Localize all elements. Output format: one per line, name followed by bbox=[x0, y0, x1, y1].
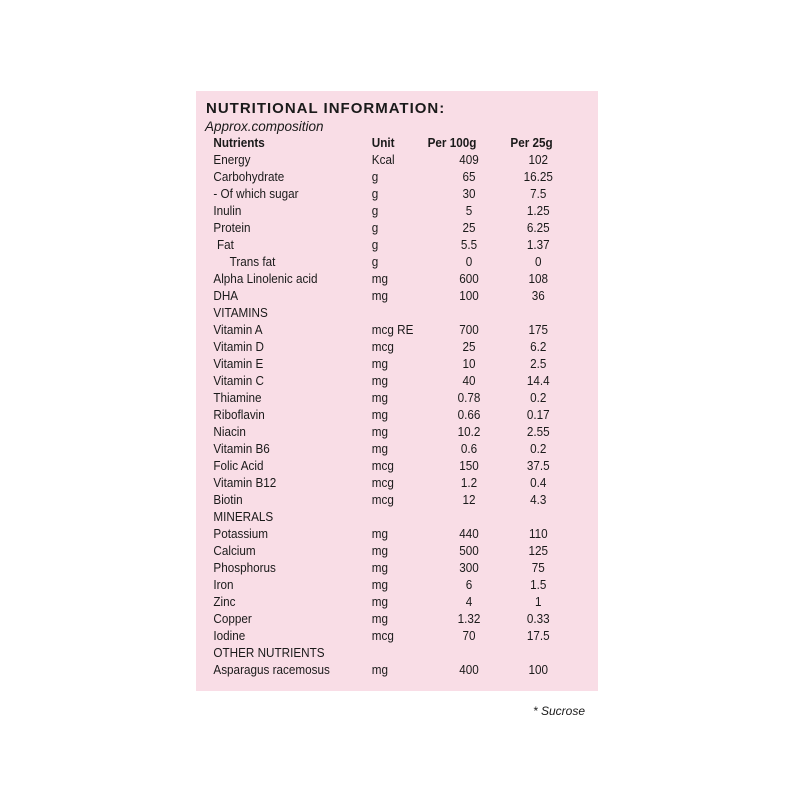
nutrient-unit: g bbox=[371, 203, 379, 218]
nutrient-name: Fat bbox=[217, 237, 234, 252]
value-per-100g: 700 bbox=[459, 322, 479, 337]
value-per-100g: 10.2 bbox=[457, 424, 481, 439]
value-per-25g: 4.3 bbox=[530, 492, 547, 507]
value-per-100g: 0.66 bbox=[457, 407, 481, 422]
value-per-100g: 30 bbox=[462, 186, 476, 201]
value-per-25g: 1.25 bbox=[526, 203, 550, 218]
nutrient-name: Vitamin B12 bbox=[213, 475, 277, 490]
table-row bbox=[208, 440, 566, 457]
nutrient-unit: mcg bbox=[371, 339, 394, 354]
nutrient-unit: g bbox=[371, 254, 379, 269]
value-per-100g: 600 bbox=[459, 271, 479, 286]
nutrient-name: Alpha Linolenic acid bbox=[213, 271, 318, 286]
value-per-25g: 0.33 bbox=[526, 611, 550, 626]
table-row bbox=[208, 610, 566, 627]
value-per-100g: 0.78 bbox=[457, 390, 481, 405]
nutrient-name: Niacin bbox=[213, 424, 246, 439]
nutrient-name: Vitamin D bbox=[213, 339, 264, 354]
nutrient-unit: g bbox=[371, 186, 379, 201]
table-row bbox=[208, 185, 566, 202]
value-per-100g: 409 bbox=[459, 152, 479, 167]
table-row bbox=[208, 168, 566, 185]
nutrient-unit: mcg bbox=[371, 475, 394, 490]
nutrient-name: Phosphorus bbox=[213, 560, 276, 575]
value-per-25g: 75 bbox=[531, 560, 545, 575]
table-row bbox=[208, 457, 566, 474]
table-row bbox=[208, 542, 566, 559]
value-per-100g: 70 bbox=[462, 628, 476, 643]
nutrient-name: - Of which sugar bbox=[213, 186, 299, 201]
nutrient-unit: mg bbox=[371, 424, 389, 439]
nutrient-name: Riboflavin bbox=[213, 407, 265, 422]
nutrient-name: Biotin bbox=[213, 492, 243, 507]
nutrient-unit: mcg bbox=[371, 628, 394, 643]
value-per-25g: 2.5 bbox=[530, 356, 547, 371]
nutrient-unit: g bbox=[371, 237, 379, 252]
value-per-100g: 440 bbox=[459, 526, 479, 541]
value-per-100g: 5 bbox=[465, 203, 473, 218]
nutrient-unit: Kcal bbox=[371, 152, 395, 167]
table-row bbox=[208, 287, 566, 304]
value-per-100g: 400 bbox=[459, 662, 479, 677]
value-per-25g: 125 bbox=[528, 543, 549, 558]
table-row bbox=[208, 338, 566, 355]
header-nutrients: Nutrients bbox=[213, 135, 265, 150]
nutrient-unit: mg bbox=[371, 288, 389, 303]
header-row bbox=[208, 134, 566, 151]
table-row bbox=[208, 236, 566, 253]
nutrient-unit: mcg RE bbox=[371, 322, 414, 337]
nutrient-name: Carbohydrate bbox=[213, 169, 285, 184]
value-per-25g: 175 bbox=[528, 322, 549, 337]
value-per-25g: 7.5 bbox=[530, 186, 547, 201]
table-row bbox=[208, 253, 566, 270]
table-row bbox=[208, 151, 566, 168]
value-per-25g: 14.4 bbox=[526, 373, 550, 388]
value-per-25g: 6.25 bbox=[526, 220, 550, 235]
value-per-25g: 0.4 bbox=[530, 475, 547, 490]
table-row bbox=[208, 491, 566, 508]
nutrient-name: Protein bbox=[213, 220, 251, 235]
table-row bbox=[208, 627, 566, 644]
nutrient-name: Folic Acid bbox=[213, 458, 264, 473]
value-per-100g: 100 bbox=[459, 288, 479, 303]
value-per-25g: 1.5 bbox=[530, 577, 547, 592]
nutrient-name: Potassium bbox=[213, 526, 269, 541]
nutrient-name: Vitamin E bbox=[213, 356, 264, 371]
value-per-25g: 16.25 bbox=[523, 169, 553, 184]
value-per-25g: 0.2 bbox=[530, 390, 547, 405]
value-per-25g: 0.2 bbox=[530, 441, 547, 456]
nutrition-table bbox=[208, 134, 566, 678]
value-per-100g: 10 bbox=[462, 356, 476, 371]
nutrient-unit: mg bbox=[371, 373, 389, 388]
nutrient-name: Trans fat bbox=[229, 254, 276, 269]
value-per-100g: 40 bbox=[462, 373, 476, 388]
nutrient-unit: mg bbox=[371, 577, 389, 592]
value-per-25g: 108 bbox=[528, 271, 549, 286]
value-per-25g: 1.37 bbox=[526, 237, 550, 252]
nutrient-unit: mg bbox=[371, 543, 389, 558]
value-per-25g: 6.2 bbox=[530, 339, 547, 354]
table-row bbox=[208, 219, 566, 236]
header-unit: Unit bbox=[371, 135, 395, 150]
section-header-row bbox=[208, 644, 566, 661]
value-per-25g: 17.5 bbox=[526, 628, 550, 643]
section-title: OTHER NUTRIENTS bbox=[213, 645, 325, 660]
nutrient-name: Vitamin C bbox=[213, 373, 264, 388]
table-row bbox=[208, 406, 566, 423]
nutrient-name: Inulin bbox=[213, 203, 242, 218]
value-per-25g: 1 bbox=[535, 594, 542, 609]
nutrient-name: Calcium bbox=[213, 543, 256, 558]
value-per-25g: 37.5 bbox=[526, 458, 550, 473]
value-per-100g: 0.6 bbox=[460, 441, 478, 456]
nutrient-name: Zinc bbox=[213, 594, 236, 609]
nutrient-unit: mg bbox=[371, 662, 389, 677]
nutrient-unit: mcg bbox=[371, 492, 394, 507]
table-row bbox=[208, 202, 566, 219]
value-per-25g: 2.55 bbox=[526, 424, 550, 439]
value-per-100g: 500 bbox=[459, 543, 479, 558]
nutrient-unit: mg bbox=[371, 271, 389, 286]
table-row bbox=[208, 389, 566, 406]
value-per-100g: 6 bbox=[465, 577, 473, 592]
table-row bbox=[208, 559, 566, 576]
value-per-100g: 5.5 bbox=[460, 237, 478, 252]
nutrient-name: Vitamin A bbox=[213, 322, 263, 337]
table-row bbox=[208, 355, 566, 372]
footnote: * Sucrose bbox=[533, 704, 586, 718]
value-per-100g: 300 bbox=[459, 560, 479, 575]
nutrient-name: Vitamin B6 bbox=[213, 441, 270, 456]
page-title: NUTRITIONAL INFORMATION: bbox=[206, 100, 446, 117]
nutrient-unit: mg bbox=[371, 594, 389, 609]
value-per-100g: 1.32 bbox=[457, 611, 481, 626]
nutrient-name: Energy bbox=[213, 152, 251, 167]
value-per-100g: 1.2 bbox=[460, 475, 478, 490]
value-per-25g: 110 bbox=[528, 526, 548, 541]
table-row bbox=[208, 525, 566, 542]
nutrient-unit: mg bbox=[371, 441, 389, 456]
table-row bbox=[208, 270, 566, 287]
value-per-100g: 150 bbox=[459, 458, 479, 473]
nutrient-unit: mg bbox=[371, 356, 389, 371]
nutrient-unit: mg bbox=[371, 407, 389, 422]
value-per-25g: 0 bbox=[535, 254, 542, 269]
value-per-100g: 4 bbox=[465, 594, 473, 609]
table-row bbox=[208, 321, 566, 338]
table-row bbox=[208, 372, 566, 389]
nutrient-unit: g bbox=[371, 220, 379, 235]
table-row bbox=[208, 593, 566, 610]
value-per-25g: 0.17 bbox=[526, 407, 550, 422]
nutrient-name: DHA bbox=[213, 288, 239, 303]
value-per-100g: 25 bbox=[462, 339, 476, 354]
value-per-25g: 100 bbox=[528, 662, 549, 677]
table-body bbox=[208, 151, 566, 678]
value-per-100g: 25 bbox=[462, 220, 476, 235]
section-header-row bbox=[208, 304, 566, 321]
nutrient-name: Copper bbox=[213, 611, 252, 626]
header-per-100g: Per 100g bbox=[427, 135, 477, 150]
table-row bbox=[208, 661, 566, 678]
value-per-100g: 0 bbox=[465, 254, 473, 269]
value-per-25g: 36 bbox=[531, 288, 545, 303]
nutrient-unit: g bbox=[371, 169, 379, 184]
nutrient-name: Iron bbox=[213, 577, 234, 592]
nutrient-name: Thiamine bbox=[213, 390, 262, 405]
nutrient-unit: mg bbox=[371, 611, 389, 626]
table-row bbox=[208, 423, 566, 440]
nutrient-name: Asparagus racemosus bbox=[213, 662, 330, 677]
nutrient-unit: mcg bbox=[371, 458, 394, 473]
header-per-25g: Per 25g bbox=[510, 135, 553, 150]
section-header-row bbox=[208, 508, 566, 525]
value-per-100g: 12 bbox=[462, 492, 476, 507]
table-row bbox=[208, 474, 566, 491]
nutrient-unit: mg bbox=[371, 560, 389, 575]
nutrient-name: Iodine bbox=[213, 628, 246, 643]
nutrient-unit: mg bbox=[371, 390, 389, 405]
section-title: VITAMINS bbox=[213, 305, 268, 320]
subtitle: Approx.composition bbox=[205, 119, 324, 134]
nutrient-unit: mg bbox=[371, 526, 389, 541]
table-row bbox=[208, 576, 566, 593]
section-title: MINERALS bbox=[213, 509, 274, 524]
value-per-100g: 65 bbox=[462, 169, 476, 184]
value-per-25g: 102 bbox=[528, 152, 549, 167]
